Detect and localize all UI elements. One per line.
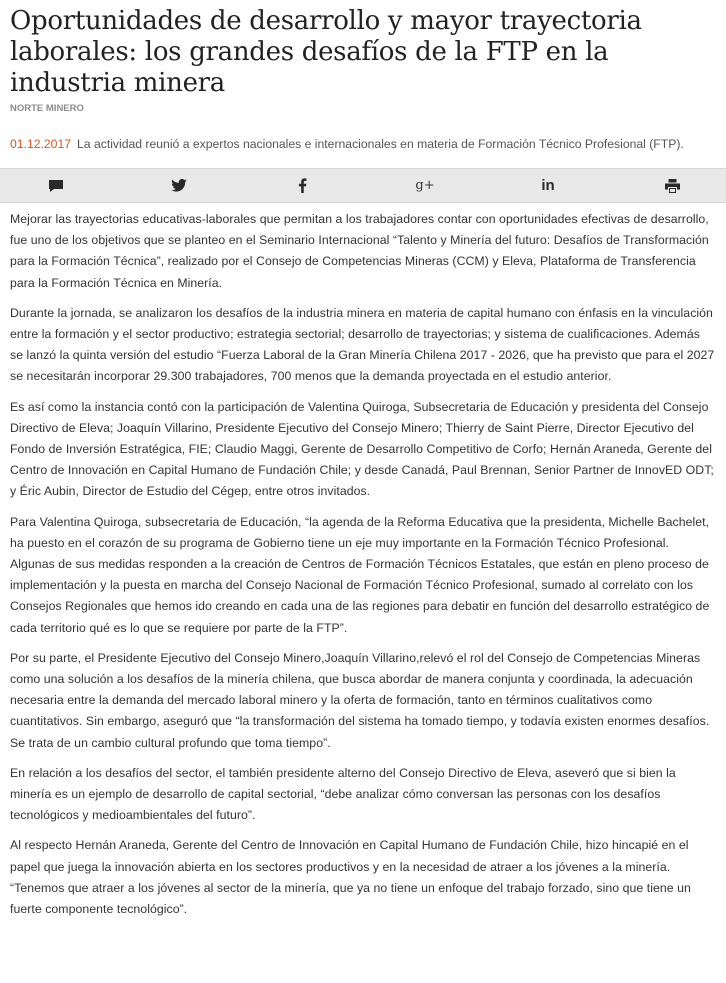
share-bar bbox=[0, 168, 726, 203]
print-button[interactable] bbox=[652, 169, 692, 202]
twitter-share-button[interactable] bbox=[159, 169, 199, 202]
facebook-share-button[interactable] bbox=[282, 169, 322, 202]
article-title: Oportunidades de desarrollo y mayor trayectoria laborales: los grandes desafíos de la FTP en la industria minera bbox=[10, 6, 642, 98]
linkedin-share-button[interactable] bbox=[528, 169, 568, 202]
google-plus-share-button[interactable] bbox=[405, 169, 445, 202]
article-paragraph: Mejorar las trayectorias educativas-laborales que permitan a los trabajadores contar con oportunidades efectivas de desarrollo, fue uno de los objetivos que se planteo en el Seminario Internacional “Talento y Minería del futuro: Desafíos de Transformación para la Formación Técnica”, realizado por el Consejo de Competencias Mineras (CCM) y Eleva, Plataforma de Transferencia para la Formación Técnica en Minería. bbox=[10, 212, 709, 290]
comment-button[interactable] bbox=[36, 169, 76, 202]
article-paragraph: Para Valentina Quiroga, subsecretaria de Educación, “la agenda de la Reforma Educativa que la presidenta, Michelle Bachelet, ha puesto en el corazón de su programa de Gobierno tiene un eje muy importante en la Formación Técnico Profesional. Algunas de sus medidas responden a la creación de Centros de Formación Técnicos Estatales, que están en pleno proceso de implementación y la puesta en marcha del Consejo Nacional de Formación Técnico Profesional, sumado al correlato con los Consejos Regionales que hemos ido creando en cada una de las regiones para debatir en función del desarrollo estratégico de cada territorio qué es lo que se requiere por parte de la FTP”. bbox=[10, 514, 710, 635]
article-paragraph: Durante la jornada, se analizaron los desafíos de la industria minera en materia de capital humano con énfasis en la vinculación entre la formación y el sector productivo; estrategia sectorial; desarrollo de trayectorias; y sistema de cualificaciones. Además se lanzó la quinta versión del estudio “Fuerza Laboral de la Gran Minería Chilena 2017 - 2026, que ha previsto que para el 2027 se necesitarán incorporar 29.300 trabajadores, 700 menos que la demanda proyectada en el estudio anterior. bbox=[10, 305, 715, 384]
print-icon bbox=[665, 179, 680, 193]
article-lead-text: La actividad reunió a expertos nacionales e internacionales en materia de Formación Técnico Profesional (FTP). bbox=[77, 137, 684, 151]
article-paragraph: En relación a los desafíos del sector, el también presidente alterno del Consejo Directivo de Eleva, aseveró que si bien la minería es un ejemplo de desarrollo de capital sectorial, “debe analizar cómo conversan las personas con los desafíos tecnológicos y medioambientales del futuro”. bbox=[10, 765, 676, 823]
google-plus-icon: g+ bbox=[415, 178, 435, 193]
facebook-icon bbox=[298, 178, 307, 193]
article-date: 01.12.2017 bbox=[10, 137, 71, 151]
twitter-icon bbox=[171, 179, 187, 192]
article-paragraph: Al respecto Hernán Araneda, Gerente del Centro de Innovación en Capital Humano de Fundación Chile, hizo hincapié en el papel que juega la innovación abierta en los sectores productivos y en la necesidad de atraer a los jóvenes a la minería. “Tenemos que atraer a los jóvenes al sector de la minería, que ya no tiene un enfoque del trabajo forzado, sino que tiene un fuerte componente tecnológico”. bbox=[10, 838, 691, 917]
article-body bbox=[0, 203, 726, 920]
article-lead bbox=[0, 114, 726, 154]
article-paragraph: Por su parte, el Presidente Ejecutivo del Consejo Minero,Joaquín Villarino,relevó el rol del Consejo de Competencias Mineras como una solución a los desafíos de la minería chilena, que busca abordar de manera conjunta y coordinada, la adecuación necesaria entre la demanda del mercado laboral minero y la oferta de formación, tanto en términos cualitativos como cuantitativos. Sin embargo, aseguró que “la transformación del sistema ha tomado tiempo, y todavía existen enormes desafíos. Se trata de un cambio cultural profundo que toma tiempo”. bbox=[10, 650, 710, 750]
article-paragraph: Es así como la instancia contó con la participación de Valentina Quiroga, Subsecretaria de Educación y presidenta del Consejo Directivo de Eleva; Joaquín Villarino, Presidente Ejecutivo del Consejo Minero; Thierry de Saint Pierre, Director Ejecutivo del Fondo de Inversión Estratégica, FIE; Claudio Maggi, Gerente de Desarrollo Competitivo de Corfo; Hernán Araneda, Gerente del Centro de Innovación en Capital Humano de Fundación Chile; y desde Canadá, Paul Brennan, Senior Partner de InnovED ODT; y Éric Aubin, Director de Estudio del Cégep, entre otros invitados. bbox=[10, 399, 714, 499]
linkedin-icon: in bbox=[541, 177, 555, 194]
comment-icon bbox=[48, 179, 64, 193]
article-source: NORTE MINERO bbox=[10, 103, 84, 114]
